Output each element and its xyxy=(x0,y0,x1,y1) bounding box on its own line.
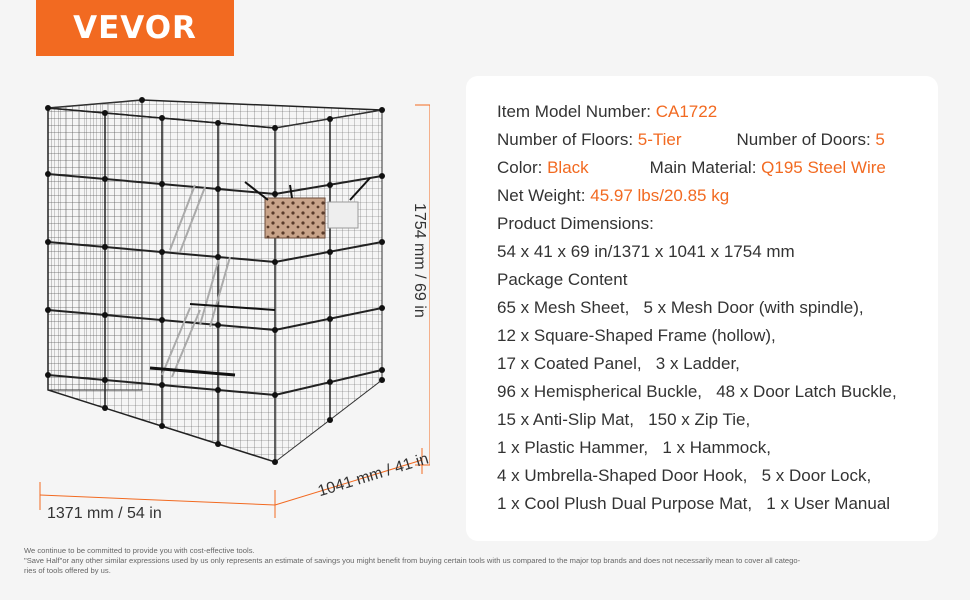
floors-label: Number of Floors: xyxy=(497,130,638,149)
doors-value: 5 xyxy=(875,130,885,149)
width-dimension-label: 1371 mm / 54 in xyxy=(47,505,162,522)
package-content-item: 17 x Coated Panel, 3 x Ladder, xyxy=(497,354,740,373)
spec-list xyxy=(497,98,937,518)
model-number-label: Item Model Number: xyxy=(497,102,656,121)
net-weight-row xyxy=(497,182,937,210)
logo-text: VEVOR xyxy=(73,10,197,46)
package-content-label: Package Content xyxy=(497,270,628,289)
doors-label: Number of Doors: xyxy=(736,130,876,149)
package-content-item: 65 x Mesh Sheet, 5 x Mesh Door (with spindle), xyxy=(497,298,864,317)
disclaimer xyxy=(24,546,949,576)
cat-cage-illustration xyxy=(30,90,430,530)
color-value: Black xyxy=(547,158,589,177)
package-content-item: 1 x Cool Plush Dual Purpose Mat, 1 x User Manual xyxy=(497,494,891,513)
package-content-list xyxy=(497,294,937,518)
depth-dimension-label: 1041 mm / 41 in xyxy=(316,450,431,501)
color-label: Color: xyxy=(497,158,548,177)
disclaimer-line: "Save Half"or any other similar expressions used by us only represents an estimate of savings you might benefit from buying certain tools with us compared to the major top brands and does not necessarily mean to cover all catego- xyxy=(24,556,801,565)
net-weight-value: 45.97 lbs/20.85 kg xyxy=(590,186,730,205)
product-dimensions-label: Product Dimensions: xyxy=(497,214,654,233)
package-content-item: 4 x Umbrella-Shaped Door Hook, 5 x Door Lock, xyxy=(497,466,872,485)
package-content-item: 1 x Plastic Hammer, 1 x Hammock, xyxy=(497,438,771,457)
material-value: Q195 Steel Wire xyxy=(761,158,886,177)
model-number-row xyxy=(497,98,937,126)
color-material-row xyxy=(497,154,937,182)
cage-frame xyxy=(45,97,385,465)
disclaimer-line: We continue to be committed to provide you with cost-effective tools. xyxy=(24,546,255,555)
floors-value: 5-Tier xyxy=(637,130,682,149)
height-dimension-label: 1754 mm / 69 in xyxy=(411,203,428,318)
disclaimer-line: ries of tools offered by us. xyxy=(24,566,111,575)
package-content-item: 96 x Hemispherical Buckle, 48 x Door Latch Buckle, xyxy=(497,382,897,401)
product-dimensions-value: 54 x 41 x 69 in/1371 x 1041 x 1754 mm xyxy=(497,242,795,261)
package-content-item: 12 x Square-Shaped Frame (hollow), xyxy=(497,326,776,345)
model-number-value: CA1722 xyxy=(655,102,718,121)
floors-doors-row xyxy=(497,126,937,154)
material-label: Main Material: xyxy=(649,158,762,177)
vevor-logo xyxy=(36,0,234,56)
package-content-item: 15 x Anti-Slip Mat, 150 x Zip Tie, xyxy=(497,410,751,429)
net-weight-label: Net Weight: xyxy=(497,186,591,205)
